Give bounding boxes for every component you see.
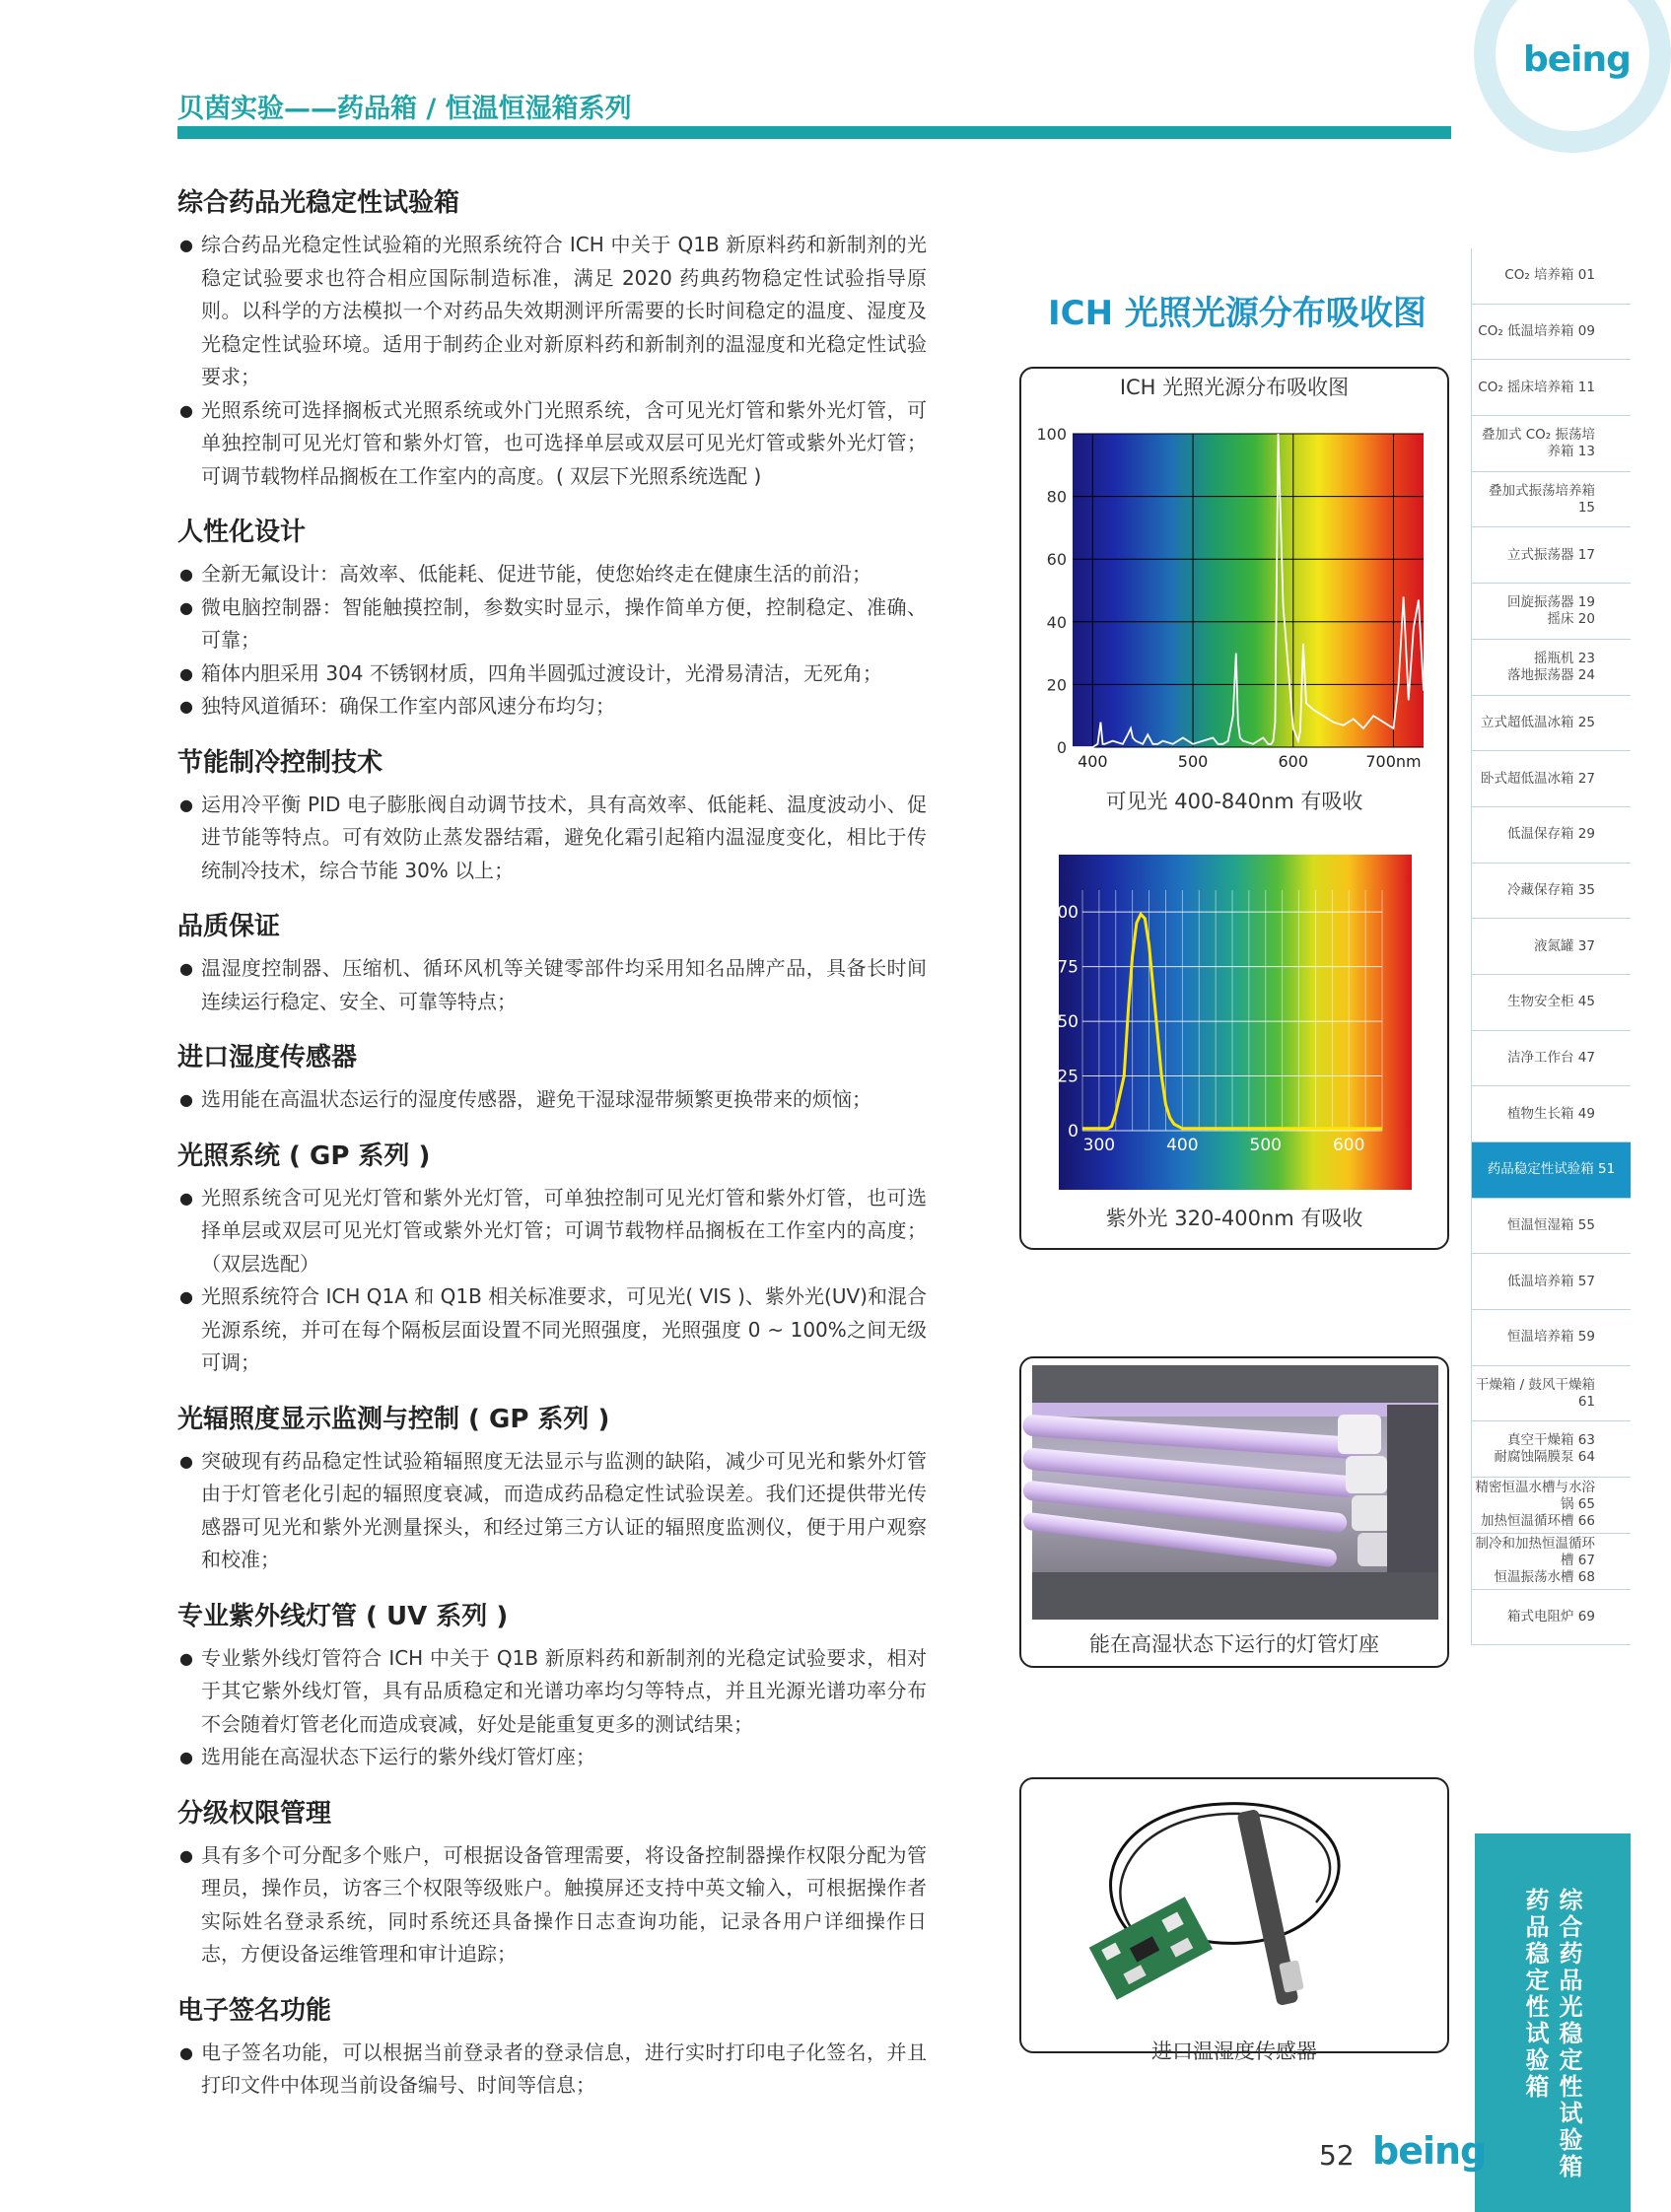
bullet-text: 电子签名功能，可以根据当前登录者的登录信息，进行实时打印电子化签名，并且打印文件中体现当前设备编号、时间等信息； <box>201 2039 927 2097</box>
side-nav-label: 耐腐蚀隔膜泵 64 <box>1494 1449 1595 1466</box>
side-nav-item[interactable] <box>1471 360 1631 416</box>
bullet-dot-icon: ● <box>179 1648 193 1668</box>
bullet-text: 专业紫外线灯管符合 ICH 中关于 Q1B 新原料药和新制剂的光稳定试验要求，相对于其它紫外线灯管，具有品质稳定和光谱功率均匀等特点，并且光源光谱功率分布不会随着灯管老化而造成衰减，好处是能重复更多的测试结果； <box>201 1645 927 1736</box>
uv-chart-y-tick-label: 50 <box>1057 1012 1079 1033</box>
section-title: 光辐照度显示监测与控制 ( GP 系列 ) <box>177 1404 610 1434</box>
uv-chart-y-tick-label: 100 <box>1046 903 1079 924</box>
visible-chart-plot-area <box>1073 434 1424 747</box>
bullet-dot-icon: ● <box>179 1090 193 1109</box>
side-nav-item[interactable] <box>1471 751 1631 807</box>
bullet-item <box>177 394 927 494</box>
side-nav-item[interactable] <box>1471 919 1631 975</box>
visible-chart-y-tick-label: 0 <box>1056 738 1067 757</box>
bullet-dot-icon: ● <box>179 400 193 420</box>
visible-spectrum-chart <box>1025 398 1443 773</box>
side-nav-item[interactable] <box>1471 1254 1631 1310</box>
side-nav-label: 立式超低温冰箱 25 <box>1481 714 1595 730</box>
side-nav-label: 立式振荡器 17 <box>1507 546 1595 563</box>
bullet-dot-icon: ● <box>179 697 193 716</box>
side-nav-label: 精密恒温水槽与水浴锅 65 <box>1475 1480 1595 1513</box>
chart-panel-title: ICH 光照光源分布吸收图 <box>1119 376 1350 399</box>
bullet-item <box>177 591 927 657</box>
bullet-item <box>177 1839 927 1971</box>
bullet-item <box>177 657 927 691</box>
side-nav-label: 低温保存箱 29 <box>1507 826 1595 843</box>
bullet-item <box>177 952 927 1018</box>
bullet-dot-icon: ● <box>179 795 193 814</box>
uv-chart-x-tick-label: 300 <box>1082 1136 1116 1155</box>
bullet-dot-icon: ● <box>179 1188 193 1208</box>
side-nav-label: 真空干燥箱 63 <box>1507 1432 1595 1449</box>
side-nav-label: CO₂ 培养箱 01 <box>1504 267 1595 284</box>
section-title: 节能制冷控制技术 <box>177 747 383 778</box>
visible-chart-x-tick-label: 700nm <box>1365 752 1422 771</box>
side-nav-label: 叠加式 CO₂ 振荡培养箱 13 <box>1481 426 1595 459</box>
side-nav-label: 药品稳定性试验箱 51 <box>1487 1161 1616 1178</box>
side-nav-item[interactable] <box>1471 1478 1631 1534</box>
bullet-item <box>177 1445 927 1577</box>
side-navigation <box>1471 248 1631 1645</box>
side-nav-item[interactable] <box>1471 248 1631 305</box>
side-section-tab <box>1475 1833 1631 2212</box>
bullet-text: 运用冷平衡 PID 电子膨胀阀自动调节技术，具有高效率、低能耗、温度波动小、促进节能等特点。可有效防止蒸发器结霜，避免化霜引起箱内温湿度变化，相比于传统制冷技术，综合节能 30% 以上； <box>201 792 927 882</box>
feature-section <box>177 1993 927 2103</box>
uv-chart-x-tick-label: 500 <box>1249 1136 1283 1155</box>
visible-chart-x-tick-label: 400 <box>1078 752 1108 771</box>
side-nav-item[interactable] <box>1471 416 1631 472</box>
side-nav-item[interactable] <box>1471 864 1631 920</box>
uv-chart-x-tick-label: 600 <box>1332 1136 1365 1155</box>
bullet-item <box>177 1642 927 1742</box>
feature-section <box>177 515 927 724</box>
feature-section <box>177 1139 927 1380</box>
bullet-dot-icon: ● <box>179 2042 193 2062</box>
side-nav-label: 恒温振荡水槽 68 <box>1494 1569 1595 1586</box>
side-nav-item[interactable] <box>1471 472 1631 528</box>
side-nav-item[interactable] <box>1471 807 1631 864</box>
bullet-item <box>177 1280 927 1380</box>
bullet-text: 具有多个可分配多个账户，可根据设备管理需要，将设备控制器操作权限分配为管理员，操作员，访客三个权限等级账户。触摸屏还支持中英文输入，可根据操作者实际姓名登录系统，同时系统还具备操作日志查询功能，记录各用户详细操作日志，方便设备运维管理和审计追踪； <box>201 1842 927 1966</box>
side-nav-item[interactable] <box>1471 305 1631 361</box>
section-title: 品质保证 <box>177 912 281 941</box>
uv-chart-y-tick-label: 25 <box>1057 1067 1079 1087</box>
side-nav-item[interactable] <box>1471 1031 1631 1087</box>
visible-chart-y-tick-label: 60 <box>1046 550 1067 570</box>
bullet-text: 突破现有药品稳定性试验箱辐照度无法显示与监测的缺陷，减少可见光和紫外灯管由于灯管老化引起的辐照度衰减，而造成药品稳定性试验误差。我们还提供带光传感器可见光和紫外光测量探头，和经过第三方认证的辐照度监测仪，便于用户观察和校准； <box>201 1448 927 1571</box>
uv-chart-x-tick-label: 400 <box>1166 1136 1199 1155</box>
side-nav-label: 液氮罐 37 <box>1534 937 1595 954</box>
side-nav-label: 卧式超低温冰箱 27 <box>1481 770 1595 787</box>
bullet-item <box>177 2037 927 2103</box>
section-title: 光照系统 ( GP 系列 ) <box>177 1141 431 1171</box>
side-nav-item[interactable] <box>1471 1366 1631 1422</box>
chart-heading: ICH 光照光源分布吸收图 <box>1048 294 1427 333</box>
side-nav-item[interactable] <box>1471 584 1631 640</box>
side-nav-item[interactable] <box>1471 1534 1631 1590</box>
side-nav-label: 恒温恒湿箱 55 <box>1507 1217 1595 1234</box>
bullet-dot-icon: ● <box>179 236 193 254</box>
feature-section <box>177 1796 927 1971</box>
side-nav-item[interactable] <box>1471 975 1631 1031</box>
side-nav-item[interactable] <box>1471 527 1631 584</box>
bullet-dot-icon: ● <box>179 1748 193 1766</box>
side-nav-label: CO₂ 摇床培养箱 11 <box>1478 379 1595 395</box>
visible-chart-x-tick-label: 600 <box>1278 752 1309 771</box>
lamp-socket-caption: 能在高湿状态下运行的灯管灯座 <box>1089 1632 1379 1656</box>
bullet-item <box>177 690 927 724</box>
side-nav-label: 洁净工作台 47 <box>1507 1049 1595 1066</box>
page-number: 52 <box>1319 2139 1355 2172</box>
lamp-socket-photo <box>1032 1365 1438 1620</box>
visible-chart-x-tick-label: 500 <box>1177 752 1209 771</box>
bullet-text: 光照系统含可见光灯管和紫外光灯管，可单独控制可见光灯管和紫外灯管，也可选择单层或双层可见光灯管或紫外光灯管；可调节载物样品搁板在工作室内的高度；（双层选配） <box>201 1185 927 1276</box>
bullet-dot-icon: ● <box>179 1845 193 1865</box>
humidity-sensor-photo <box>1075 1789 1410 2006</box>
section-title: 分级权限管理 <box>177 1798 332 1829</box>
bullet-item <box>177 229 927 394</box>
side-nav-label: 摇瓶机 23 <box>1534 650 1595 666</box>
bullet-text: 全新无氟设计：高效率、低能耗、促进节能，使您始终走在健康生活的前沿； <box>201 562 871 586</box>
visible-chart-y-ticks <box>1036 425 1067 757</box>
side-nav-label: 摇床 20 <box>1547 610 1595 627</box>
bullet-dot-icon: ● <box>179 565 193 584</box>
series-title: 贝茵实验——药品箱 / 恒温恒湿箱系列 <box>177 94 632 124</box>
bullet-dot-icon: ● <box>179 663 193 683</box>
visible-chart-y-tick-label: 80 <box>1046 487 1067 507</box>
side-tab-line2: 药品稳定性试验箱 <box>1521 1888 1549 2101</box>
bullet-text: 温湿度控制器、压缩机、循环风机等关键零部件均采用知名品牌产品，具备长时间连续运行稳定、安全、可靠等特点； <box>201 956 927 1013</box>
bullet-dot-icon: ● <box>179 597 193 617</box>
brand-logo-bottom: being <box>1372 2129 1487 2173</box>
bullet-dot-icon: ● <box>179 1451 193 1471</box>
uv-spectrum-chart <box>1046 855 1412 1190</box>
main-content <box>177 185 927 2124</box>
side-nav-label: 叠加式振荡培养箱 15 <box>1489 482 1595 516</box>
bullet-text: 微电脑控制器：智能触摸控制，参数实时显示，操作简单方便，控制稳定、准确、可靠； <box>201 594 927 652</box>
uv-chart-y-tick-label: 0 <box>1068 1122 1079 1141</box>
visible-chart-y-tick-label: 40 <box>1046 612 1067 632</box>
side-nav-label: 恒温培养箱 59 <box>1507 1329 1595 1346</box>
bullet-text: 光照系统可选择搁板式光照系统或外门光照系统，含可见光灯管和紫外光灯管，可单独控制可见光灯管和紫外灯管，也可选择单层或双层可见光灯管或紫外光灯管；可调节载物样品搁板在工作室内的高度。( 双层下光照系统选配 ) <box>201 397 927 488</box>
uv-chart-y-tick-label: 75 <box>1057 957 1079 978</box>
bullet-text: 光照系统符合 ICH Q1A 和 Q1B 相关标准要求，可见光( VIS )、紫外光(UV)和混合光源系统，并可在每个隔板层面设置不同光照强度，光照强度 0 ~ 100%之间无级可调； <box>201 1284 927 1374</box>
side-nav-label: 落地振荡器 24 <box>1507 666 1595 683</box>
side-nav-label: 冷藏保存箱 35 <box>1507 881 1595 898</box>
bullet-dot-icon: ● <box>179 959 193 978</box>
visible-chart-caption: 可见光 400-840nm 有吸收 <box>1105 790 1363 813</box>
side-nav-item[interactable] <box>1471 1310 1631 1366</box>
visible-chart-y-tick-label: 100 <box>1036 425 1067 444</box>
side-nav-item[interactable] <box>1471 696 1631 752</box>
header-rule <box>177 126 1451 139</box>
section-title: 人性化设计 <box>177 518 307 547</box>
side-nav-label: 低温培养箱 57 <box>1507 1273 1595 1289</box>
side-nav-label: 箱式电阻炉 69 <box>1507 1608 1595 1624</box>
side-nav-item[interactable] <box>1471 640 1631 696</box>
side-nav-label: 回旋振荡器 19 <box>1507 593 1595 610</box>
side-nav-label: 干燥箱 / 鼓风干燥箱 61 <box>1475 1376 1595 1410</box>
side-nav-label: 生物安全柜 45 <box>1507 994 1595 1010</box>
bullet-item <box>177 558 927 591</box>
bullet-dot-icon: ● <box>179 1287 193 1306</box>
bullet-text: 综合药品光稳定性试验箱的光照系统符合 ICH 中关于 Q1B 新原料药和新制剂的光稳定试验要求也符合相应国际制造标准，满足 2020 药典药物稳定性试验指导原则。以科学的方法模拟一个对药品失效期测评所需要的长时间稳定的温度、湿度及光稳定性试验环境。适用于制药企业对新原料药和新制剂的温湿度和光稳定性试验要求； <box>201 233 927 388</box>
bullet-item <box>177 1182 927 1281</box>
side-nav-item[interactable] <box>1471 1590 1631 1646</box>
side-nav-item[interactable] <box>1471 1086 1631 1142</box>
side-tab-line1: 综合药品光稳定性试验箱 <box>1555 1888 1582 2180</box>
bullet-text: 箱体内胆采用 304 不锈钢材质，四角半圆弧过渡设计，光滑易清洁，无死角； <box>201 660 882 685</box>
bullet-item <box>177 789 927 888</box>
visible-chart-y-tick-label: 20 <box>1046 675 1067 695</box>
sensor-caption: 进口温湿度传感器 <box>1151 2039 1317 2063</box>
feature-section <box>177 1599 927 1774</box>
section-title: 电子签名功能 <box>177 1995 332 2026</box>
feature-section <box>177 1040 927 1117</box>
uv-chart-caption: 紫外光 320-400nm 有吸收 <box>1105 1207 1363 1230</box>
side-nav-label: 植物生长箱 49 <box>1507 1105 1595 1122</box>
bullet-text: 选用能在高温状态运行的湿度传感器，避免干湿球湿带频繁更换带来的烦恼； <box>201 1087 871 1111</box>
feature-section <box>177 185 927 493</box>
feature-section <box>177 1402 927 1577</box>
side-nav-item[interactable] <box>1471 1142 1631 1199</box>
section-title: 进口湿度传感器 <box>177 1043 358 1072</box>
side-nav-item[interactable] <box>1471 1199 1631 1255</box>
feature-section <box>177 745 927 888</box>
brand-logo-top: being <box>1523 39 1631 80</box>
section-title: 专业紫外线灯管 ( UV 系列 ) <box>177 1601 509 1631</box>
section-title: 综合药品光稳定性试验箱 <box>177 188 460 218</box>
side-nav-label: CO₂ 低温培养箱 09 <box>1478 323 1595 340</box>
bullet-text: 独特风道循环：确保工作室内部风速分布均匀； <box>201 694 615 718</box>
side-nav-item[interactable] <box>1471 1421 1631 1478</box>
visible-chart-x-ticks <box>1078 752 1422 771</box>
bullet-item <box>177 1083 927 1117</box>
feature-section <box>177 909 927 1018</box>
bullet-text: 选用能在高湿状态下运行的紫外线灯管灯座； <box>201 1745 595 1768</box>
side-nav-label: 加热恒温循环槽 66 <box>1481 1513 1595 1530</box>
side-nav-label: 制冷和加热恒温循环槽 67 <box>1475 1536 1595 1569</box>
bullet-item <box>177 1741 927 1774</box>
